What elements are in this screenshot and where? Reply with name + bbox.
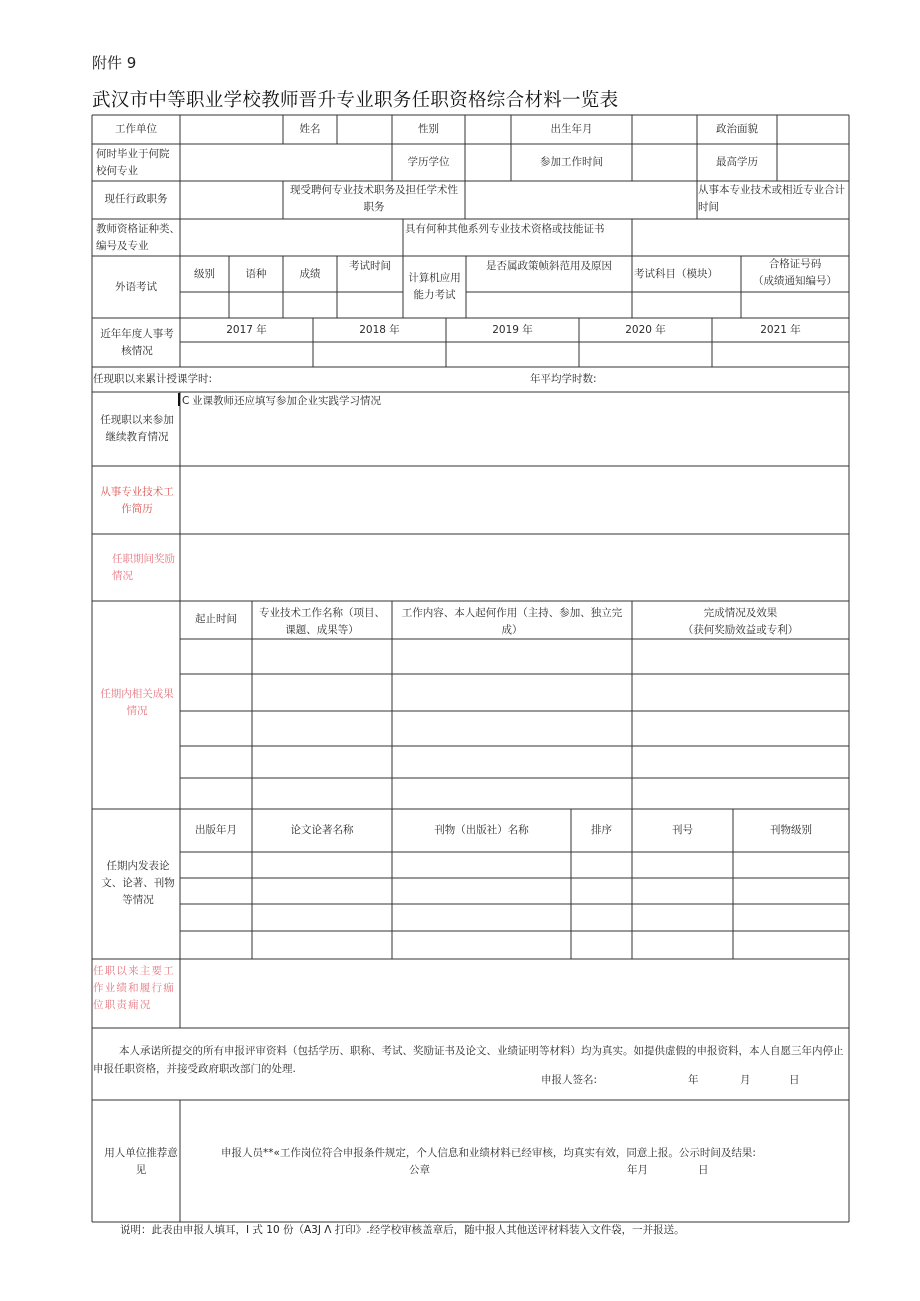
achievements-label: 任期内相关成果情况 xyxy=(100,688,174,717)
footer-note: 说明：此表由申报人填耳，I 式 10 份（A3J Λ 打印》.经学校审核盖章后，随中报人其他送评材料装入文件袋，一并报送。 xyxy=(120,1224,685,1236)
level-label: 级别 xyxy=(194,268,215,280)
resume-label: 从事专业技术工作简历 xyxy=(100,486,174,515)
year-2017: 2017 年 xyxy=(226,324,267,336)
highest-edu-label: 最高学历 xyxy=(716,156,758,168)
years-in-field-label: 从事本专业技术或相近专业合计时间 xyxy=(698,184,845,213)
recommend-label: 用人单位推荐意见 xyxy=(104,1147,178,1176)
annual-hours-label: 年平均学时数: xyxy=(530,373,597,385)
awards-label: 任职期间奖励情况 xyxy=(112,553,175,582)
recommend-day: 日 xyxy=(698,1164,709,1176)
attachment-label: 附件 9 xyxy=(92,54,137,72)
teacher-cert-label: 教师资格证种类、编号及专业 xyxy=(96,223,180,252)
year-2019: 2019 年 xyxy=(492,324,533,336)
gender-label: 性别 xyxy=(418,123,439,135)
education-note-prefix: C xyxy=(182,395,190,407)
foreign-lang-label: 外语考试 xyxy=(115,281,157,293)
current-title-label: 现受聘何专业技术职务及担任学术性职务 xyxy=(290,184,458,213)
papers-label: 任期内发表论文、论著、刊物等情况 xyxy=(101,860,175,906)
admin-post-label: 现任行政职务 xyxy=(104,193,168,205)
col-rank-header: 排序 xyxy=(591,824,612,836)
exam-time-label: 考试时间 xyxy=(349,260,391,272)
recommend-text: 申报人员**«工作岗位符合申报条件规定，个人信息和业绩材料已经审核，均真实有效，同意上报。公示时间及结果: xyxy=(221,1147,756,1159)
seal-label: 公章 xyxy=(409,1164,430,1176)
duties-label: 任职以来主要工作业绩和履行痂位职责痈况 xyxy=(93,965,175,1011)
col-level-header: 刊物级别 xyxy=(770,824,812,836)
education-label: 任现职以来参加继续教育情况 xyxy=(100,414,174,443)
page-title: 武汉市中等职业学校教师晋升专业职务任职资格综合材料一览表 xyxy=(92,90,619,111)
policy-label: 是否属政策帧斜范用及原因 xyxy=(486,260,612,272)
score-label: 成绩 xyxy=(299,268,321,280)
other-cert-label: 具有何种其他系列专业技术资格或技能证书 xyxy=(405,223,605,235)
work-unit-label: 工作单位 xyxy=(115,123,157,135)
col-issue-header: 刊号 xyxy=(672,824,693,836)
pledge-month: 月 xyxy=(740,1074,751,1086)
pledge-day: 日 xyxy=(789,1074,800,1086)
col-result-header: 完成情况及效果 xyxy=(703,607,778,619)
col-date-header: 出版年月 xyxy=(195,824,237,836)
teaching-hours-label: 任现职以来累计授课学时: xyxy=(93,373,213,385)
name-label: 姓名 xyxy=(299,123,321,135)
margin-mark xyxy=(178,393,180,406)
degree-label: 学历学位 xyxy=(407,156,450,168)
work-start-label: 参加工作时间 xyxy=(540,156,603,168)
col-result-sub-header: （获何奖励效益或专利） xyxy=(682,624,799,636)
birth-label: 出生年月 xyxy=(550,123,593,135)
pledge-text: 本人承诺所提交的所有申报评审资料（包括学历、职称、考试、奖励证书及论文、业绩证明等材料）均为真实。如提供虚假的申报资料，本人自愿三年内停止申报任职资格，并接受政府职改部门的处理. xyxy=(93,1045,844,1075)
year-2018: 2018 年 xyxy=(359,324,400,336)
col-project-header: 专业技术工作名称（项目、课题、成果等） xyxy=(259,607,385,636)
col-journal-header: 刊物（出版社）名称 xyxy=(434,824,529,836)
year-2020: 2020 年 xyxy=(625,324,666,336)
cert-no-label: 合格证号码 xyxy=(768,258,822,270)
col-title-header: 论文论著名称 xyxy=(290,824,354,836)
assessment-label: 近年年度人事考核情况 xyxy=(100,328,174,357)
graduated-label: 何时毕业于何院校何专业 xyxy=(96,148,170,177)
pledge-year: 年 xyxy=(688,1074,699,1086)
recommend-year-month: 年月 xyxy=(627,1164,648,1176)
subject-label: 考试科目（模块） xyxy=(634,268,718,280)
education-note: 业课教师还应填写参加企业实践学习情况 xyxy=(192,395,381,407)
cert-no-sub-label: （成绩通知编号） xyxy=(753,275,837,287)
col-time-header: 起止时间 xyxy=(195,613,237,625)
politics-label: 政治面貌 xyxy=(716,123,758,135)
computer-exam-label: 计算机应用能力考试 xyxy=(408,272,461,301)
signature-label: 申报人签名: xyxy=(541,1074,598,1086)
year-2021: 2021 年 xyxy=(760,324,801,336)
col-role-header: 工作内容、本人起何作用（主持、参加、独立完成） xyxy=(401,607,623,636)
language-label: 语种 xyxy=(245,268,267,280)
